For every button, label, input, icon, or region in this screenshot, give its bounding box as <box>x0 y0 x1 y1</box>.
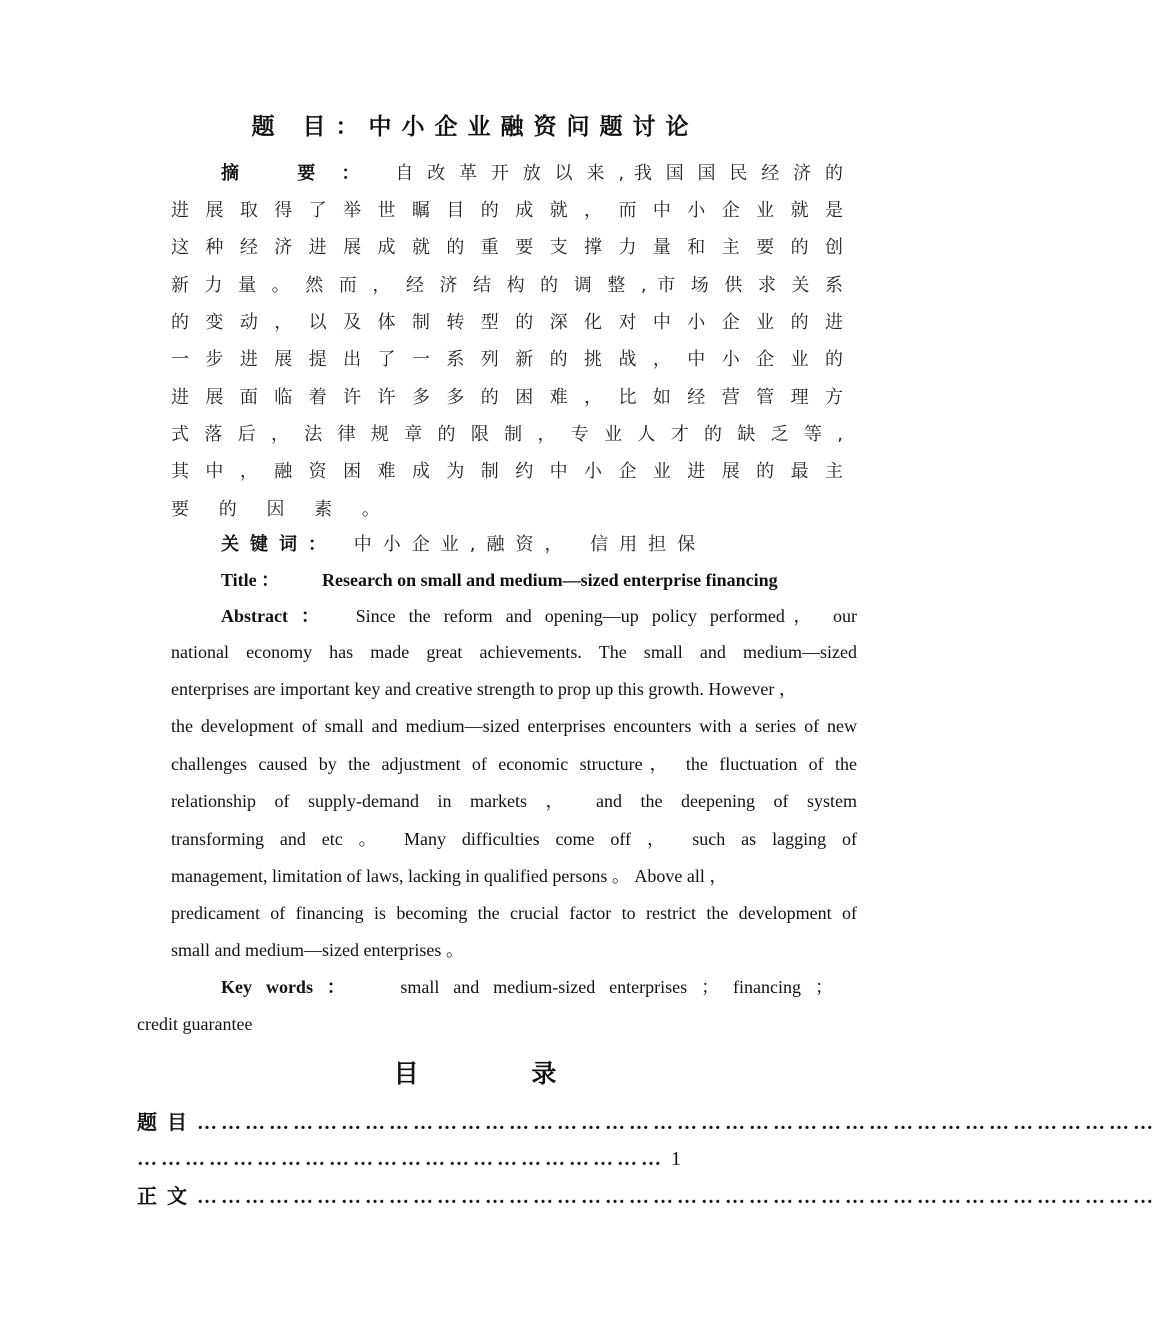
abstract-cn-line: 一 步 进 展 提 出 了 一 系 列 新 的 挑 战 ， 中 小 企 业 的 <box>171 349 843 370</box>
english-title <box>221 565 778 595</box>
keywords-cn <box>221 529 706 561</box>
title-label: 题 目： <box>251 114 369 140</box>
abstract-cn-line: 的 变 动 ， 以 及 体 制 转 型 的 深 化 对 中 小 企 业 的 进 <box>171 312 843 333</box>
abstract-en-line: the development of small and medium—sized enterprises encounters with a series of new <box>171 716 857 736</box>
abstract-en-text: Since the reform and opening—up policy performed， our <box>355 606 858 626</box>
toc-entry-continuation[interactable] <box>137 1141 847 1177</box>
toc-entry-label: 正文 <box>137 1184 197 1208</box>
abstract-cn-line: 新 力 量 。 然 而 ， 经 济 结 构 的 调 整 , 市 场 供 求 关 系 <box>171 275 843 296</box>
abstract-cn-line: 要 的 因 素 。 <box>171 499 392 520</box>
title-text: 中小企业融资问题讨论 <box>368 114 699 140</box>
keywords-en <box>221 971 833 1003</box>
toc-entry[interactable] <box>137 1104 1157 1140</box>
english-title-text: Research on small and medium—sized enterprise financing <box>322 570 778 590</box>
paper-title <box>0 108 950 141</box>
english-title-label: Title ： <box>221 570 280 590</box>
abstract-cn-line <box>221 155 843 192</box>
toc-entry-label: 题目 <box>137 1110 197 1134</box>
abstract-cn-line: 这 种 经 济 进 展 成 就 的 重 要 支 撑 力 量 和 主 要 的 创 <box>171 237 843 258</box>
abstract-en-line: enterprises are important key and creative strength to prop up this growth. However ， <box>171 679 797 699</box>
abstract-en-line: management, limitation of laws, lacking in qualified persons 。 Above all ， <box>171 866 728 886</box>
abstract-cn-line: 进 展 面 临 着 许 许 多 多 的 困 难 ， 比 如 经 营 管 理 方 <box>171 387 843 408</box>
abstract-en-line: challenges caused by the adjustment of economic structure， the fluctuation of the <box>171 754 857 774</box>
toc-heading: 目 录 <box>393 1059 609 1088</box>
abstract-en-line: predicament of financing is becoming the crucial factor to restrict the development of <box>171 903 857 923</box>
toc-leader-dots: ………………………………………………………………………………………………………… <box>197 1186 1157 1208</box>
keywords-cn-text: 中小企业,融资， 信用担保 <box>353 534 707 555</box>
abstract-en-line: small and medium—sized enterprises 。 <box>171 940 464 960</box>
keywords-en-label: Key words ： <box>221 977 355 997</box>
toc-leader-dots: ………………………………………………………………………………………………………… <box>197 1112 1157 1134</box>
toc-entry[interactable] <box>137 1178 1157 1214</box>
toc-page-number: 1 <box>671 1148 681 1170</box>
keywords-en-continuation: credit guarantee <box>137 1014 253 1034</box>
toc-leader-dots: ………………………………………………………… <box>137 1148 665 1170</box>
abstract-cn-text: 自 改 革 开 放 以 来 , 我 国 国 民 经 济 的 <box>395 163 843 184</box>
abstract-en-line <box>221 598 857 635</box>
abstract-en-line: national economy has made great achievements. The small and medium—sized <box>171 642 857 662</box>
abstract-cn-label: 摘 要： <box>221 163 386 184</box>
abstract-cn-line: 式 落 后 ， 法 律 规 章 的 限 制 ， 专 业 人 才 的 缺 乏 等 , <box>171 424 843 445</box>
abstract-en-line: transforming and etc 。 Many difficulties come off ， such as lagging of <box>171 829 857 849</box>
abstract-en-line: relationship of supply-demand in markets ， and the deepening of system <box>171 791 857 811</box>
abstract-cn-line: 进 展 取 得 了 举 世 瞩 目 的 成 就 ， 而 中 小 企 业 就 是 <box>171 200 843 221</box>
keywords-en-text: small and medium-sized enterprises ； financing ； <box>400 977 833 997</box>
keywords-cn-label: 关键词： <box>221 534 337 555</box>
abstract-en-label: Abstract ： <box>221 606 328 626</box>
abstract-cn-line: 其 中 ， 融 资 困 难 成 为 制 约 中 小 企 业 进 展 的 最 主 <box>171 461 843 482</box>
